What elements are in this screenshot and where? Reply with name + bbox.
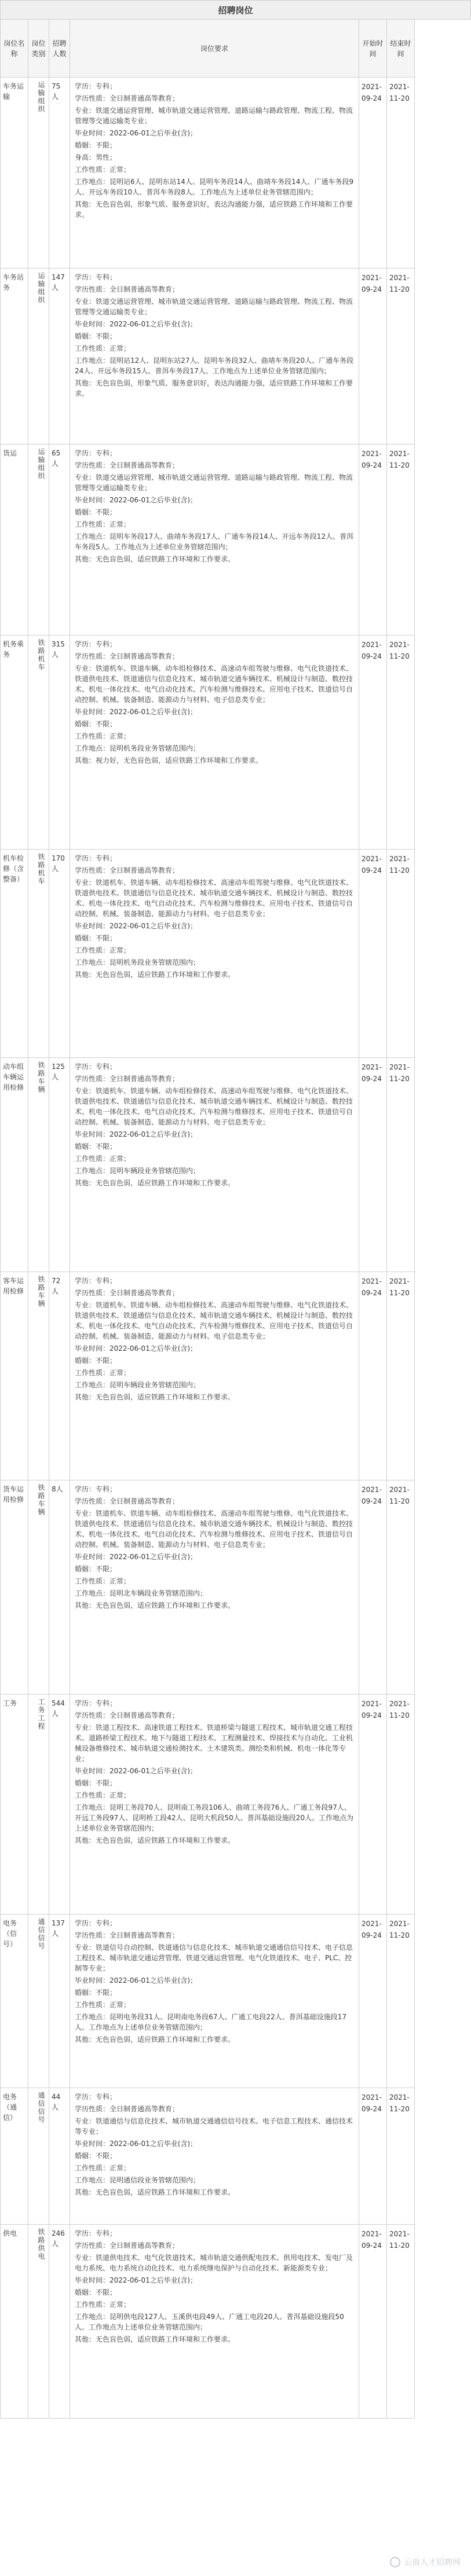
header-start: 开始时间 — [359, 20, 387, 78]
row-count: 72人 — [49, 1272, 70, 1480]
row-category: 通信信号 — [28, 2088, 49, 2225]
requirement-line: 婚姻：不限； — [75, 934, 117, 942]
requirement-line: 工作性质：正常； — [75, 344, 131, 352]
requirement-line: 婚姻：不限； — [75, 1779, 117, 1787]
header-category: 岗位类别 — [28, 20, 49, 78]
requirement-line: 学历：专科； — [75, 2229, 117, 2237]
row-start-date: 2021-09-24 — [359, 1480, 387, 1695]
requirement-line: 学历性质：全日制普通高等教育； — [75, 1075, 180, 1083]
requirement-line: 专业：铁道交通运营管理、城市轨道交通运营管理、道路运输与路政管理、物流工程、物流管理等交通运输类专业； — [75, 473, 353, 492]
header-count: 招聘人数 — [49, 20, 70, 78]
row-count: 246人 — [49, 2225, 70, 2419]
requirement-line: 学历：专科； — [75, 640, 117, 648]
requirement-line: 毕业时间：2022-06-01之后毕业(含)； — [75, 922, 198, 930]
row-category: 工务工程 — [28, 1695, 49, 1914]
requirement-line: 学历：专科； — [75, 1919, 117, 1927]
row-requirements — [70, 78, 359, 269]
requirement-line: 工作地点：昆明电务段31人、昆明南电务段67人、广通工电段22人、普洱基础设施段17人。工作地点为上述单位业务管辖范围内； — [75, 2013, 347, 2031]
requirement-line: 其他：无色盲色弱，适应铁路工作环境和工作要求。 — [75, 2188, 235, 2196]
requirement-line: 毕业时间：2022-06-01之后毕业(含)； — [75, 1553, 198, 1561]
requirement-line: 婚姻：不限； — [75, 2152, 117, 2160]
row-start-date: 2021-09-24 — [359, 1058, 387, 1272]
requirement-line: 学历：专科； — [75, 1485, 117, 1493]
requirement-line: 工作性质：正常； — [75, 166, 131, 174]
row-name: 动车组车辆运用检修 — [1, 1058, 28, 1272]
requirement-line: 专业：铁道机车、铁道车辆、动车组检修技术、高速动车组驾驶与维修、电气化铁道技术、铁道供电技术、铁道通信与信息化技术、城市轨道交通车辆技术、机械设计与制造、数控技术、机电一体化技术、电气自动化技术、汽车检测与维修技术、应用电子技术、铁道信号自动控制、机械、装备制造、能源动力与材料、电子信息类专业； — [75, 1301, 353, 1340]
requirement-line: 工作地点：昆明工务段70人、昆明南工务段106人、曲靖工务段76人、广通工务段97人、开远工务段97人、昆明桥工段42人、昆明大机段50人、普洱基础设施段20人。工作地点为上述单位业务管辖范围内； — [75, 1803, 354, 1832]
row-requirements — [70, 1695, 359, 1914]
requirement-line: 工作地点：昆明车辆段业务管辖范围内； — [75, 1381, 200, 1389]
watermark-logo-icon — [390, 2557, 400, 2567]
requirement-line: 毕业时间：2022-06-01之后毕业(含)； — [75, 1976, 198, 1985]
requirement-line: 其他：无色盲色弱，适应铁路工作环境和工作要求。 — [75, 1601, 235, 1609]
row-category: 通信信号 — [28, 1914, 49, 2088]
row-end-date: 2021-11-20 — [387, 635, 415, 850]
row-end-date: 2021-11-20 — [387, 1695, 415, 1914]
requirement-line: 学历性质：全日制普通高等教育； — [75, 1711, 180, 1719]
requirement-line: 学历：专科； — [75, 82, 117, 90]
row-count: 170人 — [49, 850, 70, 1058]
row-requirements — [70, 1480, 359, 1695]
row-name: 工务 — [1, 1695, 28, 1914]
requirement-line: 学历性质：全日制普通高等教育； — [75, 461, 180, 469]
requirement-line: 毕业时间：2022-06-01之后毕业(含)； — [75, 320, 198, 328]
requirement-line: 学历：专科； — [75, 449, 117, 457]
row-end-date: 2021-11-20 — [387, 850, 415, 1058]
requirement-line: 学历性质：全日制普通高等教育； — [75, 652, 180, 660]
requirement-line: 专业：铁道通信与信息化技术、城市轨道交通通信信号技术、电子信息工程技术、通信技术等专业； — [75, 2117, 353, 2136]
row-end-date: 2021-11-20 — [387, 1914, 415, 2088]
requirement-line: 工作性质：正常； — [75, 1577, 131, 1585]
row-start-date: 2021-09-24 — [359, 2088, 387, 2225]
requirement-line: 其他：无色盲色弱，适应铁路工作环境和工作要求。 — [75, 971, 235, 979]
requirement-line: 工作地点：昆明站6人、昆明东站14人、昆明车务段14人、曲靖车务段14人、广通车务段9人、开远车务段10人、普洱车务段8人。工作地点为上述单位业务管辖范围内； — [75, 178, 354, 196]
row-category: 铁路车辆 — [28, 1272, 49, 1480]
requirement-line: 学历：专科； — [75, 2093, 117, 2101]
row-start-date: 2021-09-24 — [359, 2225, 387, 2419]
row-name: 车务运输 — [1, 78, 28, 269]
row-count: 544人 — [49, 1695, 70, 1914]
requirement-line: 婚姻：不限； — [75, 2288, 117, 2296]
requirement-line: 专业：铁道机车、铁道车辆、动车组检修技术、高速动车组驾驶与维修、电气化铁道技术、铁道供电技术、铁道通信与信息化技术、城市轨道交通车辆技术、机械设计与制造、数控技术、机电一体化技术、电气自动化技术、汽车检测与维修技术、应用电子技术、铁道信号自动控制、机械、装备制造、能源动力与材料、电子信息类专业； — [75, 1087, 353, 1126]
requirement-line: 工作性质：正常； — [75, 520, 131, 528]
row-count: 65人 — [49, 444, 70, 635]
row-end-date: 2021-11-20 — [387, 2225, 415, 2419]
requirement-line: 婚姻：不限； — [75, 508, 117, 516]
row-requirements — [70, 2088, 359, 2225]
row-start-date: 2021-09-24 — [359, 850, 387, 1058]
requirement-line: 学历性质：全日制普通高等教育； — [75, 2241, 180, 2250]
requirement-line: 学历性质：全日制普通高等教育； — [75, 1497, 180, 1505]
row-requirements — [70, 1058, 359, 1272]
requirement-line: 专业：铁道交通运营管理、城市轨道交通运营管理、道路运输与路政管理、物流工程、物流管理等交通运输类专业； — [75, 106, 353, 125]
requirement-line: 学历性质：全日制普通高等教育； — [75, 2105, 180, 2113]
requirement-line: 工作性质：正常； — [75, 946, 131, 954]
requirement-line: 其他：无色盲色弱，形象气质、服务意识好，表达沟通能力强，适应铁路工作环境和工作要求。 — [75, 200, 353, 219]
row-count: 8人 — [49, 1480, 70, 1695]
header-name: 岗位名称 — [1, 20, 28, 78]
requirement-line: 毕业时间：2022-06-01之后毕业(含)； — [75, 1344, 198, 1353]
row-count: 44人 — [49, 2088, 70, 2225]
requirement-line: 学历性质：全日制普通高等教育； — [75, 866, 180, 874]
requirement-line: 学历性质：全日制普通高等教育； — [75, 94, 180, 102]
requirement-line: 婚姻：不限； — [75, 1565, 117, 1573]
row-name: 客车运用检修 — [1, 1272, 28, 1480]
requirement-line: 专业：铁道供电技术、电气化铁道技术、城市轨道交通供配电技术、供用电技术、发电厂及电力系统、电力系统自动化技术、电力系统继电保护与自动化技术、新能源类专业； — [75, 2254, 353, 2272]
requirement-line: 婚姻：不限； — [75, 141, 117, 149]
row-end-date: 2021-11-20 — [387, 1058, 415, 1272]
watermark-text: 云南人才招聘网 — [404, 2558, 461, 2567]
requirement-line: 其他：无色盲色弱，适应铁路工作环境和工作要求。 — [75, 1393, 235, 1401]
requirement-line: 专业：铁道交通运营管理、城市轨道交通运营管理、道路运输与路政管理、物流工程、物流管理等交通运输类专业； — [75, 297, 353, 316]
requirement-line: 工作地点：昆明车务段17人、曲靖车务段17人、广通车务段14人、开远车务段12人、普洱车务段5人。工作地点为上述单位业务管辖范围内； — [75, 532, 354, 551]
requirement-line: 毕业时间：2022-06-01之后毕业(含)； — [75, 2140, 198, 2148]
row-count: 75人 — [49, 78, 70, 269]
requirement-line: 婚姻：不限； — [75, 1142, 117, 1151]
requirement-line: 学历：专科； — [75, 1063, 117, 1071]
requirement-line: 婚姻：不限； — [75, 332, 117, 340]
row-end-date: 2021-11-20 — [387, 1480, 415, 1695]
requirement-line: 专业：铁道机车、铁道车辆、动车组检修技术、高速动车组驾驶与维修、电气化铁道技术、铁道供电技术、铁道通信与信息化技术、城市轨道交通车辆技术、机械设计与制造、数控技术、机电一体化技术、电气自动化技术、汽车检测与维修技术、应用电子技术、铁道信号自动控制、机械、装备制造、能源动力与材料、电子信息类专业； — [75, 1509, 353, 1549]
requirement-line: 其他：无色盲色弱，适应铁路工作环境和工作要求。 — [75, 555, 235, 563]
row-start-date: 2021-09-24 — [359, 444, 387, 635]
requirement-line: 专业：铁道信号自动控制、铁道通信与信息化技术、城市轨道交通通信信号技术、电子信息工程技术、城市轨道交通运营管理、铁道交通运营管理、电气化铁道技术、电子、PLC、控制等专业； — [75, 1943, 353, 1972]
row-name: 货车运用检修 — [1, 1480, 28, 1695]
row-category: 铁路车辆 — [28, 1480, 49, 1695]
requirement-line: 其他：无色盲色弱，形象气质、服务意识好，表达沟通能力强，适应铁路工作环境和工作要求。 — [75, 379, 353, 398]
row-requirements — [70, 269, 359, 444]
row-start-date: 2021-09-24 — [359, 635, 387, 850]
requirement-line: 其他：无色盲色弱，适应铁路工作环境和工作要求。 — [75, 1836, 235, 1844]
requirement-line: 工作性质：正常； — [75, 732, 131, 740]
requirement-line: 工作性质：正常； — [75, 2001, 131, 2009]
row-name: 电务（信号） — [1, 1914, 28, 2088]
requirement-line: 学历：专科； — [75, 854, 117, 862]
requirement-line: 学历性质：全日制普通高等教育； — [75, 1289, 180, 1297]
row-requirements — [70, 2225, 359, 2419]
requirement-line: 专业：铁道机车、铁道车辆、动车组检修技术、高速动车组驾驶与维修、电气化铁道技术、铁道供电技术、铁道通信与信息化技术、城市轨道交通车辆技术、机械设计与制造、数控技术、机电一体化技术、电气自动化技术、汽车检测与维修技术、应用电子技术、铁道信号自动控制、机械、装备制造、能源动力与材料、电子信息类专业； — [75, 879, 353, 918]
requirement-line: 专业：铁道工程技术、高速铁道工程技术、铁道桥梁与隧道工程技术、城市轨道交通工程技术、道路桥梁工程技术、地下与隧道工程技术、工程测量技术、焊接技术与自动化、工业机械设备维修技术、城市轨道交通检测技术、土木建筑类、测绘类和机械、机电一体化等专业； — [75, 1724, 353, 1763]
row-name: 车务站务 — [1, 269, 28, 444]
row-category: 铁路供电 — [28, 2225, 49, 2419]
row-end-date: 2021-11-20 — [387, 444, 415, 635]
row-count: 315人 — [49, 635, 70, 850]
table-caption — [0, 0, 471, 19]
requirement-line: 工作性质：正常； — [75, 1791, 131, 1799]
requirement-line: 身高：男性； — [75, 153, 117, 161]
requirement-line: 婚姻：不限； — [75, 1357, 117, 1365]
requirement-line: 工作性质：正常； — [75, 1155, 131, 1163]
row-category: 铁路机车 — [28, 850, 49, 1058]
recruitment-table — [0, 19, 471, 2419]
requirement-line: 学历：专科； — [75, 273, 117, 281]
requirement-line: 其他：视力好，无色盲色弱，适应铁路工作环境和工作要求。 — [75, 756, 263, 765]
requirement-line: 工作性质：正常； — [75, 2164, 131, 2172]
requirement-line: 学历：专科； — [75, 1277, 117, 1285]
caption-text: 招聘岗位 — [218, 5, 253, 16]
row-name: 机车检修（含整备） — [1, 850, 28, 1058]
row-name: 货运 — [1, 444, 28, 635]
header-requirements: 岗位要求 — [70, 20, 359, 78]
row-name: 供电 — [1, 2225, 28, 2419]
row-end-date: 2021-11-20 — [387, 1272, 415, 1480]
row-count: 125人 — [49, 1058, 70, 1272]
requirement-line: 其他：无色盲色弱，适应铁路工作环境和工作要求。 — [75, 2335, 235, 2343]
row-count: 147人 — [49, 269, 70, 444]
row-category: 铁路机车 — [28, 635, 49, 850]
requirement-line: 毕业时间：2022-06-01之后毕业(含)； — [75, 1130, 198, 1138]
requirement-line: 工作地点：昆明北车辆段业务管辖范围内； — [75, 1589, 207, 1597]
row-start-date: 2021-09-24 — [359, 1695, 387, 1914]
header-end: 结束时间 — [387, 20, 415, 78]
requirement-line: 工作地点：昆明车辆段业务管辖范围内； — [75, 1167, 200, 1175]
row-category: 运输组织 — [28, 78, 49, 269]
requirement-line: 工作地点：昆明机务段业务管辖范围内； — [75, 958, 200, 967]
row-requirements — [70, 635, 359, 850]
requirement-line: 其他：无色盲色弱，适应铁路工作环境和工作要求。 — [75, 2035, 235, 2044]
row-requirements — [70, 1914, 359, 2088]
requirement-line: 婚姻：不限； — [75, 720, 117, 728]
requirement-line: 毕业时间：2022-06-01之后毕业(含)； — [75, 708, 198, 716]
requirement-line: 毕业时间：2022-06-01之后毕业(含)； — [75, 2276, 198, 2284]
requirement-line: 工作性质：正常； — [75, 1369, 131, 1377]
requirement-line: 婚姻：不限； — [75, 1989, 117, 1997]
row-end-date: 2021-11-20 — [387, 2088, 415, 2225]
row-start-date: 2021-09-24 — [359, 1914, 387, 2088]
row-requirements — [70, 850, 359, 1058]
requirement-line: 工作地点：昆明通信段业务管辖范围内； — [75, 2176, 200, 2184]
row-name: 机务乘务 — [1, 635, 28, 850]
requirement-line: 学历性质：全日制普通高等教育； — [75, 285, 180, 293]
requirement-line: 专业：铁道机车、铁道车辆、动车组检修技术、高速动车组驾驶与维修、电气化铁道技术、铁道供电技术、铁道通信与信息化技术、城市轨道交通车辆技术、机械设计与制造、数控技术、机电一体化技术、电气自动化技术、汽车检测与维修技术、应用电子技术、铁道信号自动控制、机械、装备制造、能源动力与材料、电子信息类专业； — [75, 664, 353, 704]
row-start-date: 2021-09-24 — [359, 269, 387, 444]
requirement-line: 学历性质：全日制普通高等教育； — [75, 1931, 180, 1939]
row-category: 运输组织 — [28, 444, 49, 635]
requirement-line: 毕业时间：2022-06-01之后毕业(含)； — [75, 129, 198, 137]
row-requirements — [70, 1272, 359, 1480]
row-start-date: 2021-09-24 — [359, 1272, 387, 1480]
requirement-line: 毕业时间：2022-06-01之后毕业(含)； — [75, 496, 198, 504]
requirement-line: 工作地点：昆明站12人、昆明东站27人、昆明车务段32人、曲靖车务段20人、广通车务段24人、开远车务段15人、普洱车务段17人。工作地点为上述单位业务管辖范围内； — [75, 357, 354, 375]
row-end-date: 2021-11-20 — [387, 78, 415, 269]
row-category: 铁路车辆 — [28, 1058, 49, 1272]
row-start-date: 2021-09-24 — [359, 78, 387, 269]
requirement-line: 毕业时间：2022-06-01之后毕业(含)； — [75, 1767, 198, 1775]
requirement-line: 学历：专科； — [75, 1699, 117, 1707]
requirement-line: 工作地点：昆明供电段127人、玉溪供电段49人、广通工电段20人、普洱基础设施段50人。工作地点为上述单位业务管辖范围内； — [75, 2313, 344, 2331]
watermark — [390, 2556, 461, 2568]
row-name: 电务（通信） — [1, 2088, 28, 2225]
requirement-line: 工作性质：正常； — [75, 2301, 131, 2309]
row-category: 运输组织 — [28, 269, 49, 444]
requirement-line: 其他：无色盲色弱，适应铁路工作环境和工作要求。 — [75, 1179, 235, 1187]
row-count: 137人 — [49, 1914, 70, 2088]
row-end-date: 2021-11-20 — [387, 269, 415, 444]
row-requirements — [70, 444, 359, 635]
requirement-line: 工作地点：昆明机务段业务管辖范围内； — [75, 744, 200, 752]
